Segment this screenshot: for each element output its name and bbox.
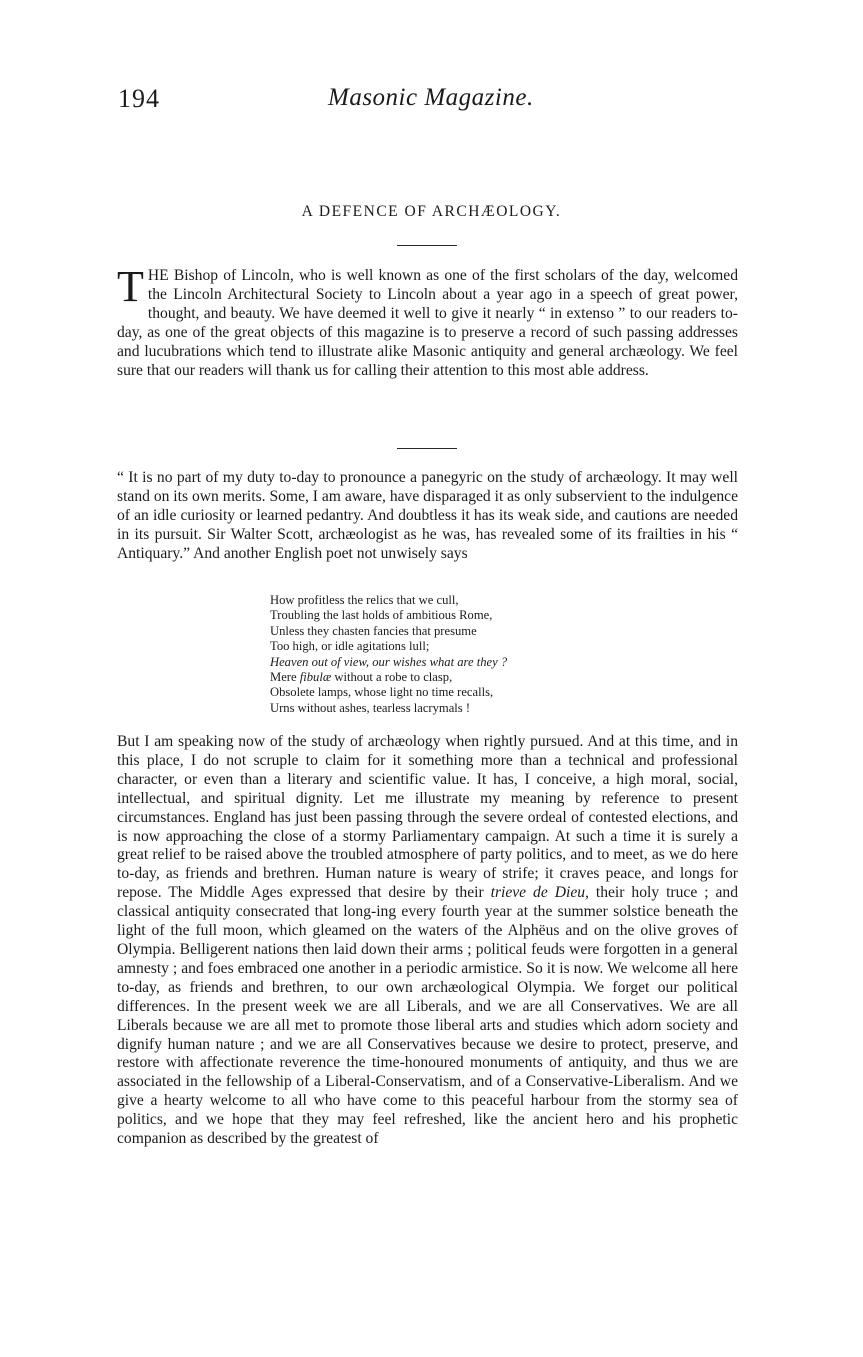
poem-line-end: without a robe to clasp,: [331, 670, 453, 685]
quote-paragraph: [117, 469, 738, 564]
poem-line: [270, 670, 507, 685]
poem-line: [270, 655, 507, 670]
body-text-part-1: But I am speaking now of the study of archæology when rightly pursued. And at this time, and in this place, I do not scruple to claim for it something more than a technical and professional character, or even than a literary and scientific value. It has, I conceive, a high moral, social, intellectual, and spiritual dignity. Let me illustrate my meaning by reference to present circumstances. England has just been passing through the severe ordeal of contested elections, and is now approaching the close of a stormy Parliamentary campaign. At such a time it is surely a great relief to be raised above the troubled atmosphere of party politics, and to meet, as we do here to-day, as friends and brethren. Human nature is weary of strife; it craves peace, and longs for repose. The Middle Ages expressed that desire by their: [117, 733, 738, 902]
drop-cap: T: [117, 262, 144, 311]
body-text-italic: trieve de Dieu,: [490, 884, 589, 902]
article-title: A DEFENCE OF ARCHÆOLOGY.: [301, 203, 562, 220]
poem-line: Troubling the last holds of ambitious Rome,: [270, 608, 493, 623]
body-paragraph: [117, 733, 738, 1149]
intro-paragraph: [117, 262, 738, 380]
quote-text: “ It is no part of my duty to-day to pronounce a panegyric on the study of archæology. It may well stand on its own merits. Some, I am aware, have disparaged it as only subservient to the indulgence of an idle curiosity or learned pedantry. And doubtless it has its weak side, and cautions are needed in its pursuit. Sir Walter Scott, archæologist as he was, has revealed some of its frailties in his “ Antiquary.” And another English poet not unwisely says: [117, 469, 739, 562]
divider-rule: [397, 448, 457, 449]
poem-line-italic: fibulæ: [299, 670, 332, 685]
poem-line: Urns without ashes, tearless lacrymals !: [270, 700, 471, 715]
poem-line-text: Heaven out of view, our wishes what are they ?: [270, 654, 508, 669]
poem-line: Obsolete lamps, whose light no time recalls,: [270, 685, 494, 700]
running-title: Masonic Magazine.: [328, 84, 534, 111]
body-text-part-2: their holy truce ; and classical antiquity consecrated that long-ing every fourth year at the summer solstice beneath the light of the full moon, which gleamed on the waters of the Alphëus and on the olive groves of Olympia. Belligerent nations then laid down their arms ; political feuds were forgotten in a general amnesty ; and foes embraced one another in a periodic armistice. So it is now. We welcome all here to-day, as friends and brethren, to our own archæological Olympia. We forget our political differences. In the present week we are all Liberals, and we are all Conservatives. We are all Liberals because we are all met to promote those liberal arts and studies which adorn society and dignify human nature ; and we are all Conservatives because we desire to protect, preserve, and restore with affectionate reverence the time-honoured monuments of antiquity, and thus we are associated in the fellowship of a Liberal-Conservatism, and of a Conservative-Liberalism. And we give a hearty welcome to all who have come to this peaceful harbour from the stormy sea of politics, and we hope that they may feel refreshed, like the ancient hero and his prophetic companion as described by the greatest of: [117, 884, 738, 1148]
divider-rule: [397, 245, 457, 246]
poem-line: Too high, or idle agitations lull;: [270, 639, 430, 654]
intro-text: HE Bishop of Lincoln, who is well known as one of the first scholars of the day, welcomed the Lincoln Architectural Society to Lincoln about a year ago in a speech of great power, thought, and beauty. We have deemed it well to give it nearly “ in extenso ” to our readers to-day, as one of the great objects of this magazine is to preserve a record of such passing addresses and lucubrations which tend to illustrate alike Masonic antiquity and general archæology. We feel sure that our readers will thank us for calling their attention to this most able address.: [117, 267, 738, 379]
page-header: [118, 84, 738, 124]
poem-line-start: Mere: [270, 670, 300, 685]
page-number: 194: [118, 84, 160, 113]
poem-quotation: [270, 593, 507, 716]
poem-line: Unless they chasten fancies that presume: [270, 623, 477, 638]
poem-line: How profitless the relics that we cull,: [270, 593, 459, 607]
